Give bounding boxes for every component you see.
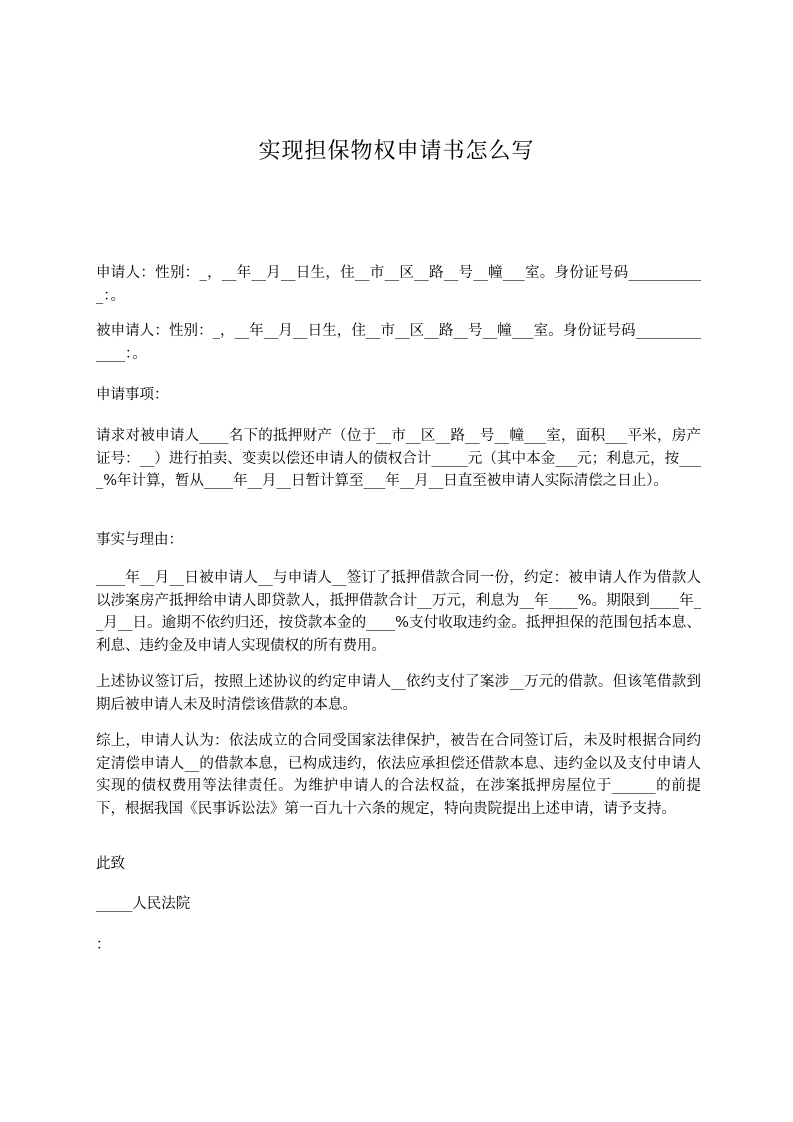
respondent-info-paragraph: 被申请人：性别：_，__年__月__日生，住__市__区__路__号__幢___室。身份证号码_____________：。 <box>96 323 701 362</box>
document-title: 实现担保物权申请书怎么写 <box>258 139 535 164</box>
request-items-heading: 申请事项： <box>96 387 169 403</box>
facts-reasons-heading: 事实与理由： <box>96 532 183 548</box>
agreement-paragraph: 上述协议签订后，按照上述协议的约定申请人__依约支付了案涉__万元的借款。但该笔借款到期后被申请人未及时清偿该借款的本息。 <box>96 674 701 713</box>
signature-line: ： <box>96 937 111 953</box>
facts-paragraph: ____年__月__日被申请人__与申请人__签订了抵押借款合同一份，约定：被申请人作为借款人以涉案房产抵押给申请人即贷款人，抵押借款合计__万元，利息为__年____%。期限到____年__月__日。逾期不依约归还，按贷款本金的____%支付收取违约金。抵押担保的范围包括本息、利息、违约金及申请人实现债权的所有费用。 <box>96 570 701 654</box>
conclusion-paragraph: 综上，申请人认为：依法成立的合同受国家法律保护，被告在合同签订后，未及时根据合同约定清偿申请人__的借款本息，已构成违约，依法应承担偿还借款本息、违约金以及支付申请人实现的债权费用等法律责任。为维护申请人的合法权益，在涉案抵押房屋位于______的前提下，根据我国《民事诉讼法》第一百九十六条的规定，特向贵院提出上述申请，请予支持。 <box>96 733 701 817</box>
salutation: 此致 <box>96 856 125 872</box>
request-items-paragraph: 请求对被申请人____名下的抵押财产（位于__市__区__路__号__幢___室，面积___平米，房产证号：__）进行拍卖、变卖以偿还申请人的债权合计_____元（其中本金___元；利息元，按____%年计算，暂从____年__月__日暂计算至___年__月__日直至被申请人实际清偿之日止）。 <box>96 428 701 490</box>
applicant-info-paragraph: 申请人：性别：_，__年__月__日生，住__市__区__路__号__幢___室。身份证号码___________：。 <box>96 265 701 304</box>
court-name: _____人民法院 <box>96 896 191 912</box>
